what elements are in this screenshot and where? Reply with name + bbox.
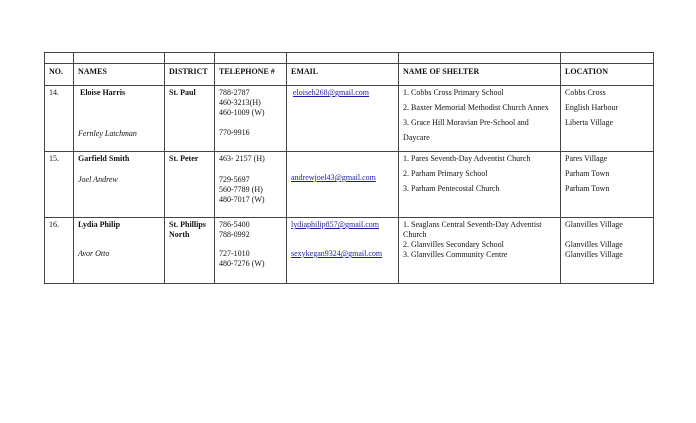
secondary-name: Joel Andrew (78, 175, 118, 184)
district: St. Peter (169, 154, 199, 163)
table-row (45, 218, 654, 284)
names-cell (74, 218, 165, 284)
telephone-cell (215, 86, 287, 152)
email-link[interactable]: andrewjoel43@gmail.com (291, 173, 376, 182)
shelter-cell (399, 218, 561, 284)
primary-name: Eloise Harris (80, 88, 126, 97)
email-link[interactable]: sexykegan9324@gmail.com (291, 249, 383, 258)
header-location: LOCATION (561, 64, 654, 86)
phone: 480-7017 (W) (219, 195, 265, 204)
primary-name: Lydia Philip (78, 220, 121, 229)
location-cell (561, 218, 654, 284)
header-shelter: NAME OF SHELTER (399, 64, 561, 86)
table-row (45, 86, 654, 152)
telephone-cell (215, 152, 287, 218)
phone: 460-1009 (W) (219, 108, 265, 117)
table-header-row (45, 64, 654, 86)
shelter-name: 1. Pares Seventh-Day Adventist Church (403, 154, 531, 163)
location: Glanvilles Village (565, 240, 623, 249)
phone: 460-3213(H) (219, 98, 261, 107)
district-cell (165, 86, 215, 152)
shelter-name: Daycare (403, 133, 430, 142)
email-cell (287, 152, 399, 218)
location: Parham Town (565, 184, 610, 193)
phone: 786-5400 (219, 220, 250, 229)
primary-name: Garfield Smith (78, 154, 130, 163)
row-number: 15. (45, 152, 74, 218)
phone: 788-2787 (219, 88, 250, 97)
phone: 727-1010 (219, 249, 250, 258)
email-link[interactable]: eloiseh268@gmail.com (293, 88, 370, 97)
header-no: NO. (45, 64, 74, 86)
names-cell (74, 152, 165, 218)
location: Glanvilles Village (565, 220, 623, 229)
email-cell (287, 218, 399, 284)
location: Pares Village (565, 154, 608, 163)
phone: 770-9916 (219, 128, 250, 137)
phone: 729-5697 (219, 175, 250, 184)
location: English Harbour (565, 103, 619, 112)
phone: 560-7789 (H) (219, 185, 263, 194)
shelter-cell (399, 152, 561, 218)
district: St. Phillips North (169, 220, 206, 239)
location-cell (561, 152, 654, 218)
phone: 480-7276 (W) (219, 259, 265, 268)
shelter-name: 1. Cobbs Cross Primary School (403, 88, 504, 97)
phone: 788-0992 (219, 230, 250, 239)
secondary-name: Fernley Latchman (78, 129, 137, 138)
district: St. Paul (169, 88, 196, 97)
shelter-name: 2. Parham Primary School (403, 169, 488, 178)
header-names: NAMES (74, 64, 165, 86)
district-cell (165, 218, 215, 284)
shelter-name: 3. Glanvilles Community Centre (403, 250, 508, 259)
header-district: DISTRICT (165, 64, 215, 86)
table-spacer-row (45, 53, 654, 64)
email-link[interactable]: lydiaphilip857@gmail.com (291, 220, 380, 229)
location: Parham Town (565, 169, 610, 178)
shelter-name: 1. Seaglans Central Seventh-Day Adventist Church (403, 220, 542, 239)
district-cell (165, 152, 215, 218)
location: Cobbs Cross (565, 88, 606, 97)
location-cell (561, 86, 654, 152)
shelter-coordinators-table (44, 52, 654, 284)
header-telephone: TELEPHONE # (215, 64, 287, 86)
email-cell (287, 86, 399, 152)
telephone-cell (215, 218, 287, 284)
phone: 463- 2157 (H) (219, 154, 265, 163)
shelter-name: 3. Grace Hill Moravian Pre-School and (403, 118, 529, 127)
location: Glanvilles Village (565, 250, 623, 259)
shelter-name: 3. Parham Pentecostal Church (403, 184, 500, 193)
header-email: EMAIL (287, 64, 399, 86)
shelter-name: 2. Baxter Memorial Methodist Church Annex (403, 103, 549, 112)
row-number: 16. (45, 218, 74, 284)
secondary-name: Avor Otto (78, 249, 110, 258)
shelter-name: 2. Glanvilles Secondary School (403, 240, 504, 249)
location: Liberta Village (565, 118, 614, 127)
table-row (45, 152, 654, 218)
names-cell (74, 86, 165, 152)
row-number: 14. (45, 86, 74, 152)
shelter-cell (399, 86, 561, 152)
